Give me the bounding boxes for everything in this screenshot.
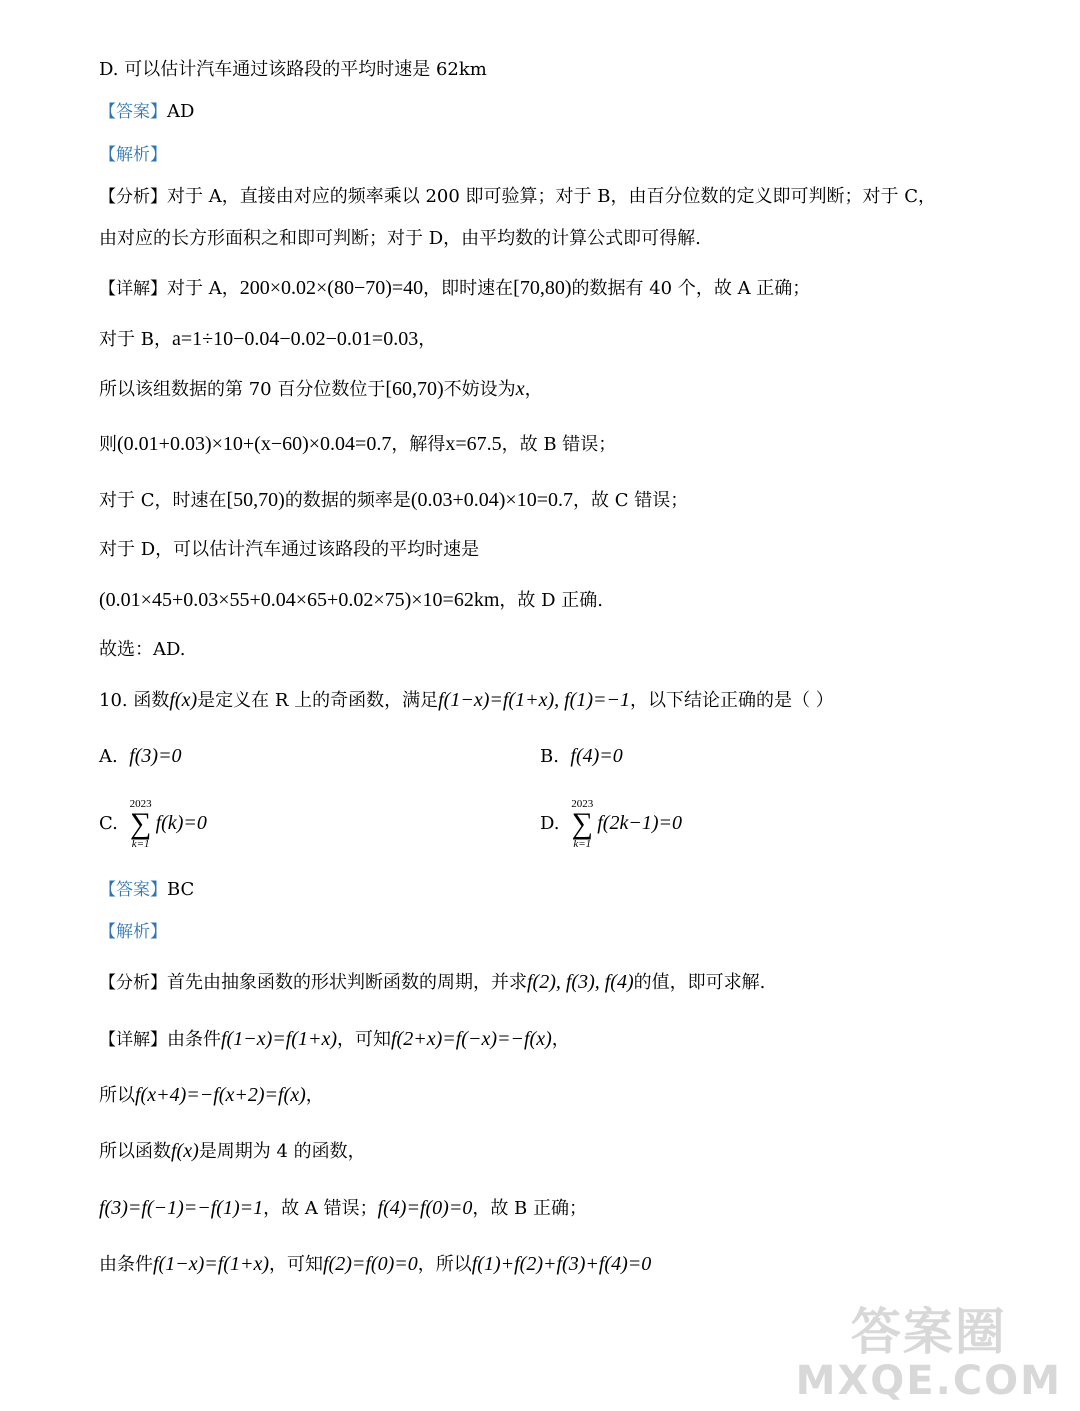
- math: f(3)=0: [129, 745, 182, 767]
- text: 是周期为 4 的函数，: [198, 1141, 366, 1162]
- q10-option-d: [540, 798, 682, 850]
- text: ，故 D 正确.: [499, 590, 603, 611]
- text: 所以该组数据的第 70 百分位数位于: [99, 379, 386, 400]
- text: ，: [551, 1029, 570, 1050]
- math: f(4)=f(0)=0: [377, 1197, 473, 1219]
- text: 的数据有 40 个，故 A 正确；: [571, 278, 811, 299]
- math: f(x): [171, 1140, 199, 1162]
- math: (0.01+0.03)×10+(x−60)×0.04=0.7: [117, 433, 392, 455]
- q10-detail-line-1: [99, 1025, 570, 1054]
- q9-detail-line-7: [99, 586, 603, 615]
- q10-stem: [99, 686, 834, 715]
- math: f(3)=f(−1)=−f(1)=1: [99, 1197, 264, 1219]
- q9-analysis-text-1: 对于 A，直接由对应的频率乘以 200 即可验算；对于 B，由百分位数的定义即可判断；对于 C，: [167, 186, 936, 207]
- q9-answer-line: [99, 98, 194, 126]
- math: [50,70): [226, 489, 285, 511]
- q9-option-d-text: D. 可以估计汽车通过该路段的平均时速是 62km: [99, 59, 487, 80]
- q9-detail-line-4: [99, 430, 616, 459]
- q9-detail-line-2: [99, 325, 436, 354]
- q10-detail-line-3: [99, 1137, 366, 1166]
- q9-analysis-line-1: [99, 183, 936, 211]
- q10-detail-line-4: [99, 1194, 587, 1223]
- sum-lower: k=1: [131, 838, 150, 850]
- text: 是定义在 R 上的奇函数，满足: [197, 690, 439, 711]
- text: ，解得: [391, 434, 446, 455]
- q10-detail-line-5: [99, 1250, 651, 1279]
- option-label: C.: [99, 813, 118, 834]
- math: f(2)=f(0)=0: [323, 1253, 418, 1275]
- text: 对于 A，: [167, 278, 240, 299]
- text: 对于 D，可以估计汽车通过该路段的平均时速是: [99, 539, 480, 560]
- math: f(k)=0: [155, 812, 207, 834]
- math: f(1−x)=f(1+x), f(1)=−1: [438, 689, 630, 711]
- math: f(1)+f(2)+f(3)+f(4)=0: [471, 1253, 652, 1275]
- q10-answer-line: [99, 876, 194, 904]
- math: f(2k−1)=0: [597, 812, 682, 834]
- answer-tag: 【答案】: [99, 880, 167, 900]
- q10-option-c: [99, 798, 207, 850]
- text: 则: [99, 434, 117, 455]
- text: 所以: [99, 1085, 135, 1106]
- math: 200×0.02×(80−70)=40: [239, 277, 424, 299]
- detail-label: 【详解】: [99, 1030, 167, 1050]
- text: 的数据的频率是: [284, 490, 411, 511]
- text: ，故 B 正确；: [472, 1198, 587, 1219]
- math: (0.03+0.04)×10=0.7: [410, 489, 573, 511]
- answer-tag: 【答案】: [99, 102, 167, 122]
- option-label: D.: [540, 813, 560, 834]
- text: 10. 函数: [99, 690, 170, 711]
- math: f(1−x)=f(1+x): [153, 1253, 269, 1275]
- text: ，: [524, 379, 543, 400]
- q10-detail-line-2: [99, 1081, 324, 1110]
- text: ，以下结论正确的是（ ）: [630, 690, 834, 711]
- math: f(2+x)=f(−x)=−f(x): [391, 1028, 552, 1050]
- q9-analysis-line-2: [99, 225, 701, 253]
- text: 由条件: [167, 1029, 221, 1050]
- analysis-label: 【分析】: [99, 187, 167, 207]
- math: x=67.5: [445, 433, 502, 455]
- math: f(4)=0: [570, 745, 623, 767]
- text: ，即时速在: [423, 278, 514, 299]
- text: 所以函数: [99, 1141, 171, 1162]
- sum-lower: k=1: [573, 838, 592, 850]
- text: 首先由抽象函数的形状判断函数的周期，并求: [167, 972, 527, 993]
- q9-detail-line-6: [99, 536, 479, 564]
- option-label: A.: [99, 746, 118, 767]
- q9-explanation-heading: [99, 141, 167, 169]
- summation: [130, 798, 152, 850]
- text: ，故 A 错误；: [263, 1198, 378, 1219]
- watermark-logo: [796, 1305, 1062, 1403]
- q10-option-a: [99, 742, 182, 771]
- watermark-text: 答案圈: [850, 1303, 1007, 1361]
- math: x: [515, 378, 525, 400]
- q9-choose: [99, 636, 186, 664]
- option-label: B.: [540, 746, 559, 767]
- q10-option-b: [540, 742, 623, 771]
- text: 不妨设为: [443, 379, 516, 400]
- math: f(x): [169, 689, 198, 711]
- q10-analysis-line: [99, 968, 765, 997]
- q9-detail-line-1: [99, 274, 810, 303]
- text: ，: [418, 329, 437, 350]
- summation: [571, 798, 593, 850]
- text: 由条件: [99, 1254, 153, 1275]
- sigma-symbol: ∑: [129, 807, 152, 840]
- text: 的值，即可求解.: [633, 972, 766, 993]
- text: ，: [305, 1085, 324, 1106]
- math: f(2), f(3), f(4): [527, 971, 634, 993]
- detail-label: 【详解】: [99, 279, 167, 299]
- math: a=1÷10−0.04−0.02−0.01=0.03: [171, 328, 419, 350]
- q9-analysis-text-2: 由对应的长方形面积之和即可判断；对于 D，由平均数的计算公式即可得解.: [99, 228, 701, 249]
- text: 对于 C，时速在: [99, 490, 227, 511]
- sum-upper: 2023: [571, 798, 594, 810]
- explanation-tag: 【解析】: [99, 145, 167, 165]
- math: f(1−x)=f(1+x): [221, 1028, 337, 1050]
- text: 对于 B，: [99, 329, 172, 350]
- q9-answer: AD: [167, 101, 195, 122]
- math: [60,70): [385, 378, 444, 400]
- watermark-domain: MXQE.COM: [795, 1358, 1062, 1404]
- q9-detail-line-3: [99, 375, 543, 404]
- sum-upper: 2023: [129, 798, 152, 810]
- math: (0.01×45+0.03×55+0.04×65+0.02×75)×10=62km: [99, 589, 500, 611]
- text: ，可知: [269, 1254, 323, 1275]
- q10-explanation-heading: [99, 918, 167, 946]
- q10-answer: BC: [167, 879, 195, 900]
- explanation-tag: 【解析】: [99, 922, 167, 942]
- math: [70,80): [513, 277, 572, 299]
- analysis-label: 【分析】: [99, 973, 167, 993]
- text: ，故 C 错误；: [573, 490, 689, 511]
- q9-detail-line-5: [99, 486, 688, 515]
- text: ，所以: [417, 1254, 472, 1275]
- text: ，可知: [337, 1029, 391, 1050]
- q9-option-d: [99, 56, 487, 84]
- math: f(x+4)=−f(x+2)=f(x): [135, 1084, 306, 1106]
- text: ，故 B 错误；: [501, 434, 617, 455]
- text: 故选：AD.: [99, 639, 186, 660]
- sigma-symbol: ∑: [571, 807, 593, 840]
